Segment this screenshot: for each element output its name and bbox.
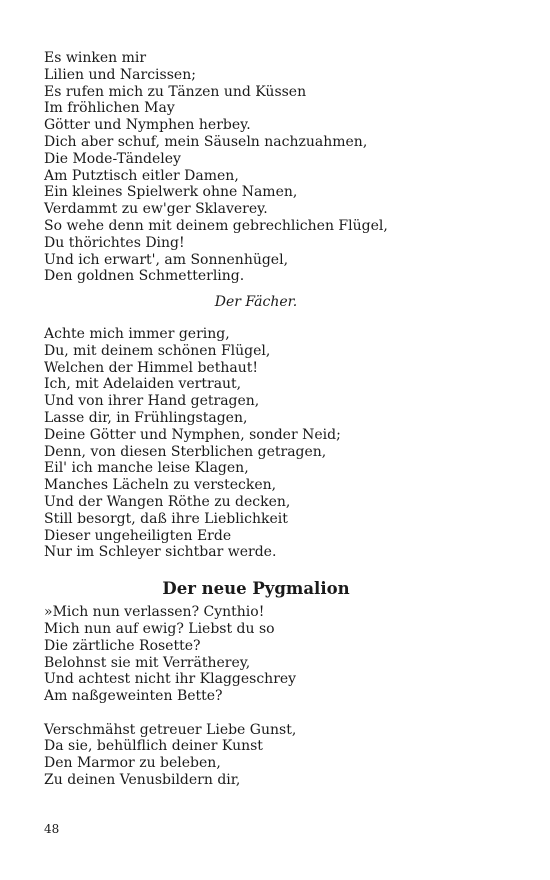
verse-line: Es rufen mich zu Tänzen und Küssen bbox=[44, 83, 307, 100]
page-number: 48 bbox=[44, 822, 60, 836]
verse-line: Achte mich immer gering, bbox=[44, 325, 230, 342]
verse-line: Und ich erwart', am Sonnenhügel, bbox=[44, 251, 289, 268]
verse-line: So wehe denn mit deinem gebrechlichen Flügel, bbox=[44, 217, 388, 234]
verse-line: Die zärtliche Rosette? bbox=[44, 637, 201, 654]
verse-line: Nur im Schleyer sichtbar werde. bbox=[44, 544, 277, 561]
verse-line: Und von ihrer Hand getragen, bbox=[44, 393, 260, 410]
verse-line: Welchen der Himmel bethaut! bbox=[44, 359, 258, 376]
stanza-break bbox=[44, 705, 514, 722]
verse-line: Da sie, behülflich deiner Kunst bbox=[44, 738, 263, 755]
verse-line: Du, mit deinem schönen Flügel, bbox=[44, 342, 271, 359]
verse-line: »Mich nun verlassen? Cynthio! bbox=[44, 604, 265, 621]
poem-title: Der neue Pygmalion bbox=[162, 579, 350, 599]
verse-line: Götter und Nymphen herbey. bbox=[44, 117, 251, 134]
verse-line: Am Putztisch eitler Damen, bbox=[44, 167, 239, 184]
verse-line: Denn, von diesen Sterblichen getragen, bbox=[44, 443, 327, 460]
poem-section-fan bbox=[44, 326, 514, 561]
verse-line: Lilien und Narcissen; bbox=[44, 66, 196, 83]
verse-line: Und der Wangen Röthe zu decken, bbox=[44, 493, 291, 510]
verse-line: Still besorgt, daß ihre Lieblichkeit bbox=[44, 510, 288, 527]
page-body bbox=[44, 50, 514, 789]
poem-section-butterfly bbox=[44, 50, 514, 285]
verse-line: Dieser ungeheiligten Erde bbox=[44, 527, 232, 544]
verse-line: Deine Götter und Nymphen, sonder Neid; bbox=[44, 426, 341, 443]
verse-line: Die Mode-Tändeley bbox=[44, 150, 181, 167]
verse-line: Verschmähst getreuer Liebe Gunst, bbox=[44, 721, 297, 738]
poem-stanza-2 bbox=[44, 722, 514, 789]
speaker-heading: Der Fächer. bbox=[214, 294, 298, 311]
verse-line: Eil' ich manche leise Klagen, bbox=[44, 460, 249, 477]
verse-line: Mich nun auf ewig? Liebst du so bbox=[44, 620, 275, 637]
verse-line: Verdammt zu ew'ger Sklaverey. bbox=[44, 201, 268, 218]
verse-line: Den Marmor zu beleben, bbox=[44, 755, 221, 772]
verse-line: Ich, mit Adelaiden vertraut, bbox=[44, 376, 242, 393]
verse-line: Manches Lächeln zu verstecken, bbox=[44, 477, 277, 494]
verse-line: Den goldnen Schmetterling. bbox=[44, 268, 245, 285]
verse-line: Ein kleines Spielwerk ohne Namen, bbox=[44, 184, 298, 201]
verse-line: Du thörichtes Ding! bbox=[44, 234, 185, 251]
verse-line: Zu deinen Venusbildern dir, bbox=[44, 772, 241, 789]
verse-line: Und achtest nicht ihr Klaggeschrey bbox=[44, 671, 297, 688]
verse-line: Dich aber schuf, mein Säuseln nachzuahmen, bbox=[44, 133, 368, 150]
verse-line: Am naßgeweinten Bette? bbox=[44, 688, 223, 705]
verse-line: Belohnst sie mit Verrätherey, bbox=[44, 654, 251, 671]
verse-line: Es winken mir bbox=[44, 50, 147, 66]
verse-line: Lasse dir, in Frühlingstagen, bbox=[44, 409, 248, 426]
poem-stanza-1 bbox=[44, 604, 514, 705]
verse-line: Im fröhlichen May bbox=[44, 100, 175, 117]
